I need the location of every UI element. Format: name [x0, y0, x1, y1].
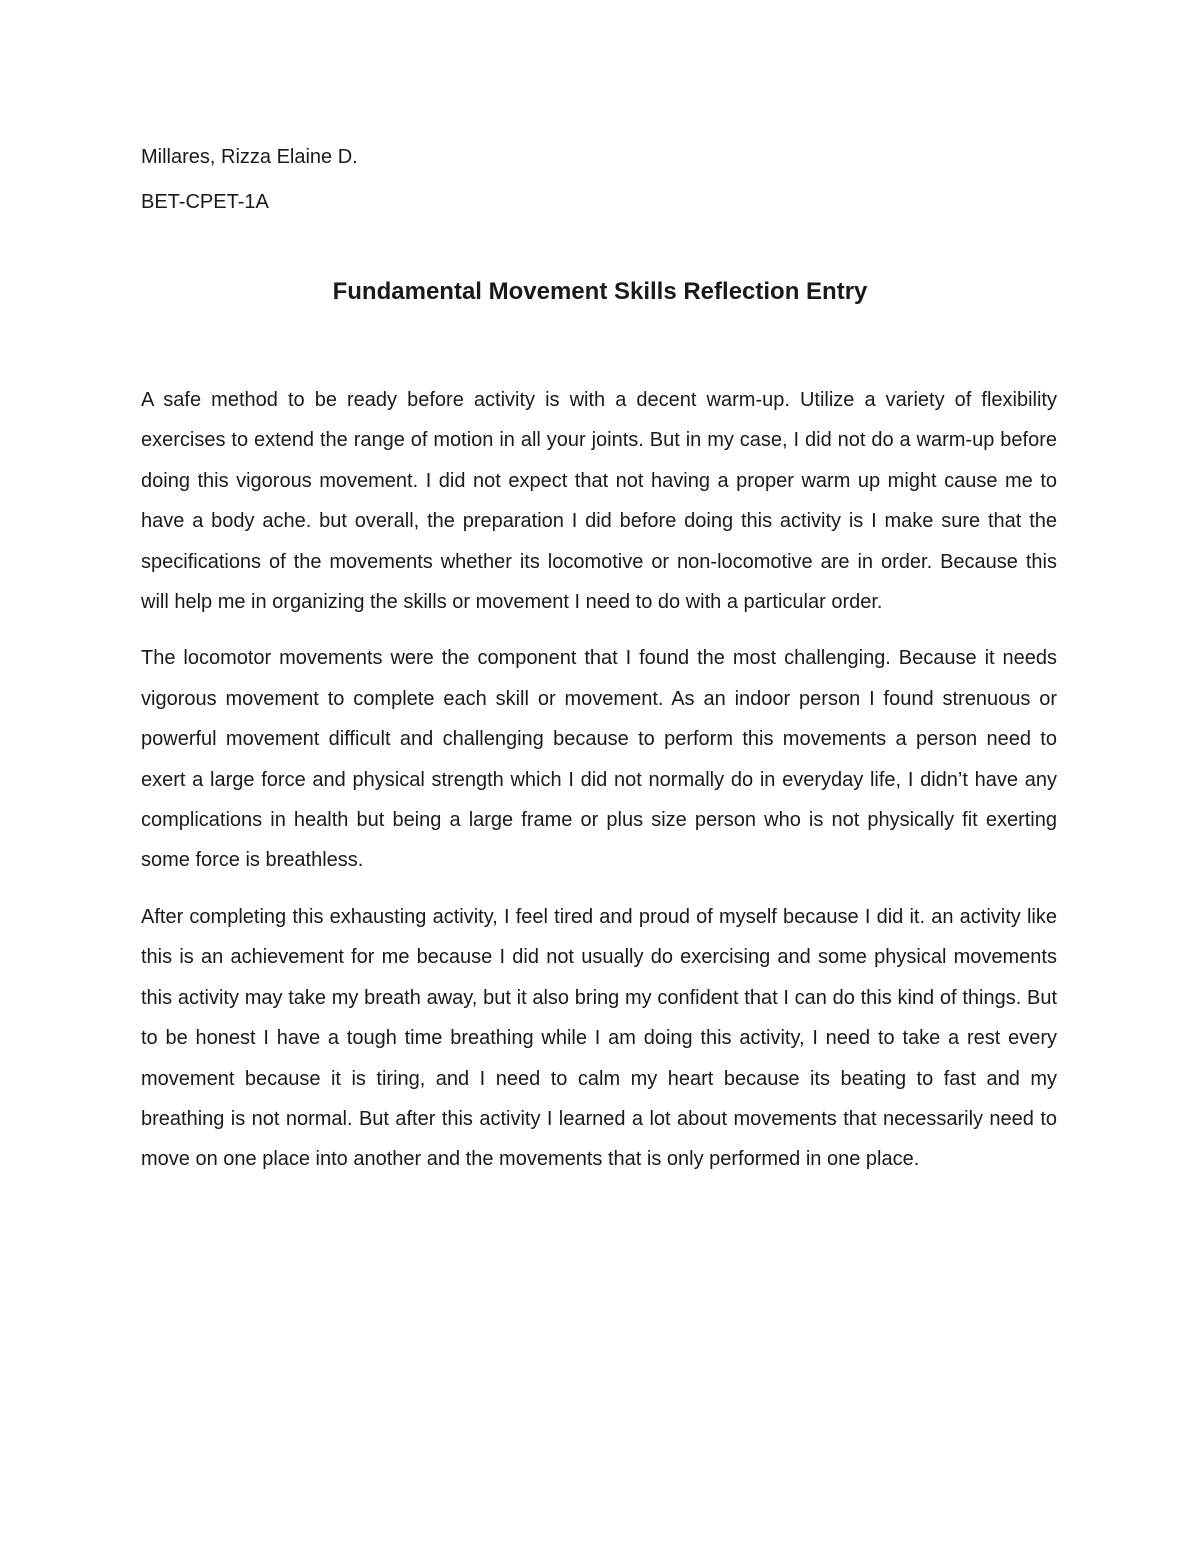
reflection-body	[141, 380, 1057, 1196]
paragraph-3: After completing this exhausting activity, I feel tired and proud of myself because I did it. an activity like this is an achievement for me because I did not usually do exercising and some physical movements this activity may take my breath away, but it also bring my confident that I can do this kind of things. But to be honest I have a tough time breathing while I am doing this activity, I need to take a rest every movement because it is tiring, and I need to calm my heart because its beating to fast and my breathing is not normal. But after this activity I learned a lot about movements that necessarily need to move on one place into another and the movements that is only performed in one place.	[141, 905, 1057, 1171]
author-name: Millares, Rizza Elaine D.	[141, 146, 358, 168]
paragraph-2: The locomotor movements were the component that I found the most challenging. Because it needs vigorous movement to complete each skill or movement. As an indoor person I found strenuous or powerful movement difficult and challenging because to perform this movements a person need to exert a large force and physical strength which I did not normally do in everyday life, I didn’t have any complications in health but being a large frame or plus size person who is not physically fit exerting some force is breathless.	[141, 647, 1057, 872]
paragraph-1: A safe method to be ready before activity is with a decent warm-up. Utilize a variety of flexibility exercises to extend the range of motion in all your joints. But in my case, I did not do a warm-up before doing this vigorous movement. I did not expect that not having a proper warm up might cause me to have a body ache. but overall, the preparation I did before doing this activity is I make sure that the specifications of the movements whether its locomotive or non-locomotive are in order. Because this will help me in organizing the skills or movement I need to do with a particular order.	[141, 389, 1057, 614]
document-title: Fundamental Movement Skills Reflection Entry	[332, 278, 868, 305]
class-section: BET-CPET-1A	[141, 191, 269, 213]
